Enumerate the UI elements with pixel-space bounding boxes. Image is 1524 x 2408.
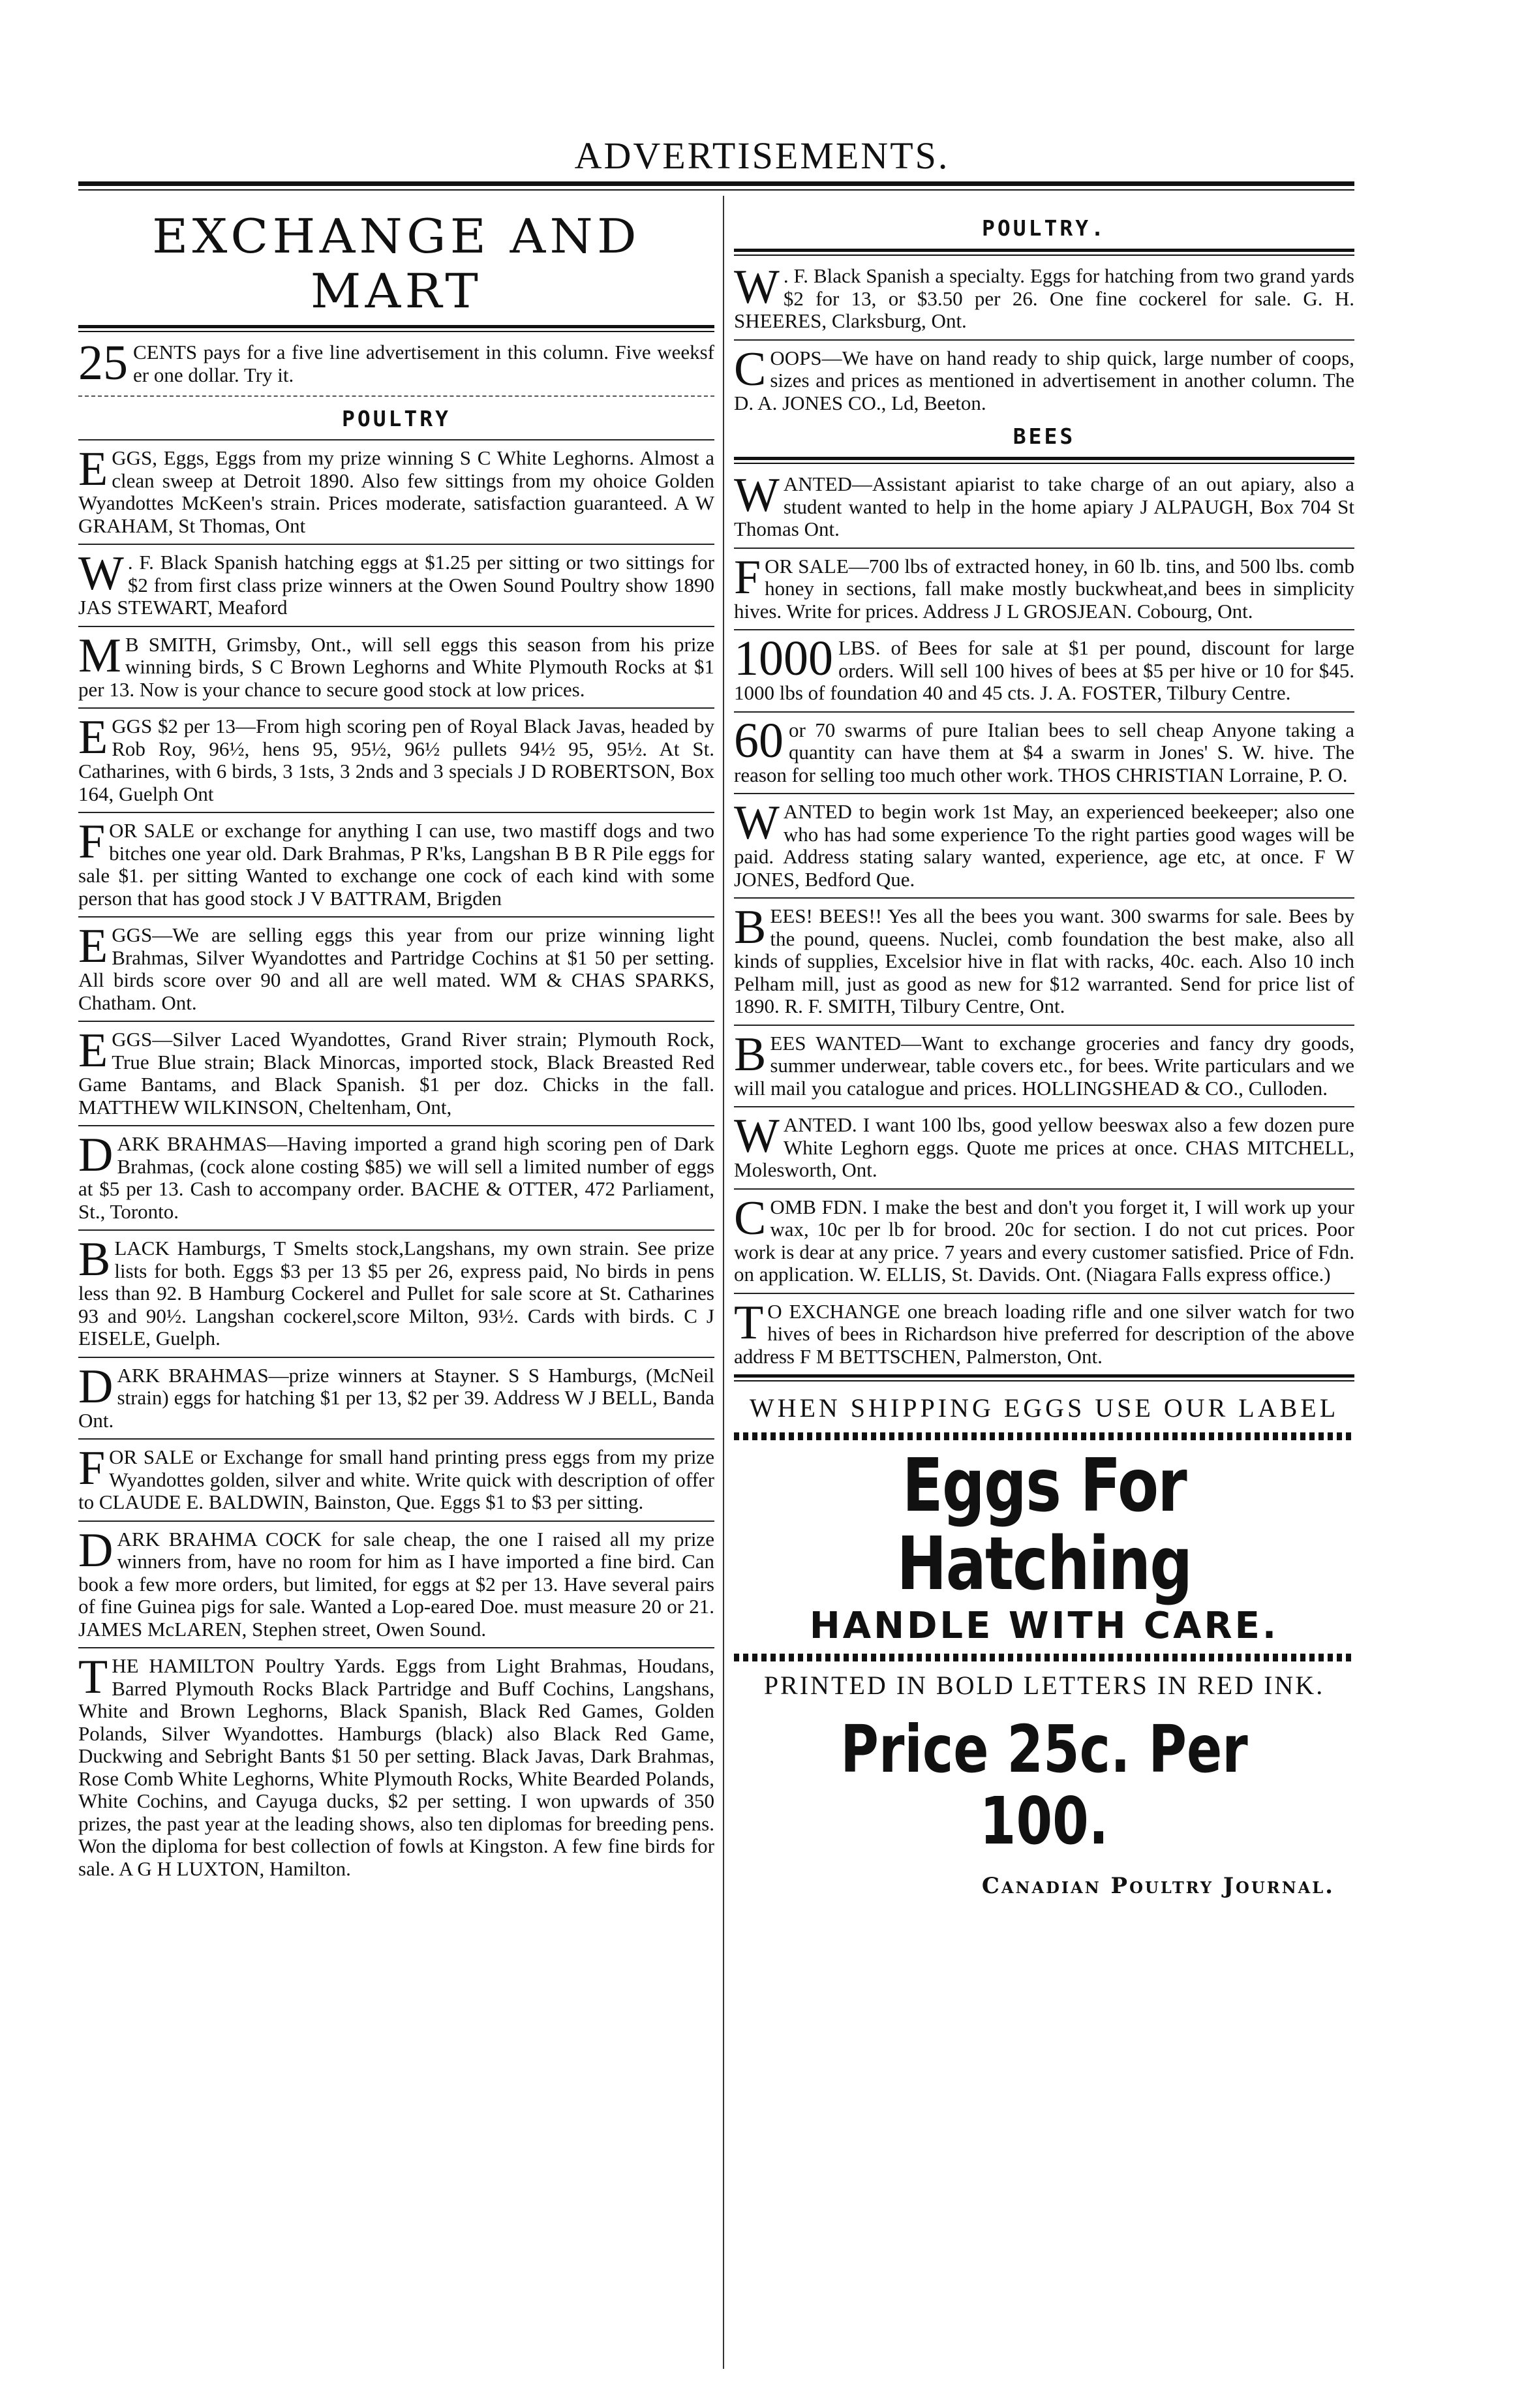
- ad-text: GGS $2 per 13—From high scoring pen of Royal Black Javas, headed by Rob Roy, 96½, hens 95, 95½, 96½ pullets 94½ 95, 95½. At St. Catharines, with 6 birds, 3 1sts, 3 2nds and 3 specials J D ROBERTSON, Box 164, Guelph Ont: [78, 715, 714, 805]
- classified-ad: [734, 901, 1354, 1018]
- ad-initial: F: [78, 1442, 106, 1495]
- price-text: Price 25c. Per 100.: [840, 1711, 1248, 1859]
- ad-divider: [734, 548, 1354, 549]
- ad-divider: [734, 339, 1354, 341]
- right-poultry-heading: POULTRY.: [982, 215, 1106, 241]
- ad-divider: [78, 916, 714, 918]
- ad-text: ARK BRAHMAS—prize winners at Stayner. S S Hamburgs, (McNeil strain) eggs for hatching $1 per 13, $2 per 39. Address W J BELL, Banda Ont.: [78, 1363, 714, 1432]
- section-rule: [734, 457, 1354, 464]
- page-title: ADVERTISEMENTS.: [574, 134, 950, 177]
- intro-number: 25: [78, 335, 128, 390]
- classified-ad: [734, 342, 1354, 415]
- ad-text: or 70 swarms of pure Italian bees to sell cheap Anyone taking a quantity can have them at $4 a swarm in Jones' S. W. hive. The reason for selling too much other work. THOS CHRISTIAN Lorraine, P. O.: [734, 718, 1354, 786]
- right-column: [734, 196, 1354, 2388]
- bees-heading: BEES: [1013, 424, 1076, 449]
- ad-initial: E: [78, 442, 108, 496]
- ad-text: GGS, Eggs, Eggs from my prize winning S C White Leghorns. Almost a clean sweep at Detroit 1890. Also few sittings from my ohoice Golden Wyandottes McKeen's strain. Prices moderate, satisfaction guaranteed. A W GRAHAM, St Thomas, Ont: [78, 446, 714, 537]
- classified-ad: [734, 469, 1354, 541]
- ad-initial: E: [78, 1024, 108, 1077]
- ad-text: ANTED—Assistant apiarist to take charge of an out apiary, also a student wanted to help in the home apiary J ALPAUGH, Box 704 St Thomas Ont.: [734, 472, 1354, 540]
- bees-ad-list: [734, 469, 1354, 1368]
- ad-initial: D: [78, 1359, 114, 1413]
- ad-initial: D: [78, 1523, 114, 1577]
- ad-text: OOPS—We have on hand ready to ship quick, large number of coops, sizes and prices as mentioned in advertisement in another column. The D. A. JONES CO., Ld, Beeton.: [734, 346, 1354, 414]
- classified-ad: [734, 550, 1354, 623]
- ad-initial: B: [734, 901, 767, 954]
- ad-initial: W: [734, 796, 780, 850]
- ad-initial: C: [734, 342, 767, 396]
- ad-initial: 60: [734, 713, 784, 768]
- left-ad-list: [78, 442, 714, 1880]
- ad-initial: 1000: [734, 631, 833, 686]
- classified-ad: [734, 713, 1354, 787]
- ad-divider: [78, 544, 714, 545]
- classified-ad: [734, 796, 1354, 891]
- ad-text: ANTED to begin work 1st May, an experienced beekeeper; also one who has had some experience To the right parties good wages will be paid. Address stating salary wanted, experience, age etc, at once. F W JONES, Bedford Que.: [734, 800, 1354, 891]
- classified-ad: [78, 1442, 714, 1514]
- section-rule: [78, 325, 714, 332]
- ad-initial: T: [734, 1295, 764, 1350]
- divider: [78, 395, 714, 397]
- label-subtitle: HANDLE WITH CARE.: [809, 1605, 1279, 1647]
- ad-divider: [734, 1188, 1354, 1190]
- shipping-text: WHEN SHIPPING EGGS USE OUR LABEL: [749, 1393, 1339, 1423]
- ad-initial: B: [734, 1027, 767, 1081]
- classified-ad: [78, 711, 714, 805]
- ad-text: OR SALE or exchange for anything I can use, two mastiff dogs and two bitches one year old. Dark Brahmas, P R'ks, Langshan B B R Pile eggs for sale $1. per sitting Wanted to exchange one cock of each kind with some person that has good stock J V BATTRAM, Brigden: [78, 819, 714, 910]
- ad-divider: [734, 1106, 1354, 1107]
- classified-ad: [78, 1359, 714, 1432]
- ad-text: LACK Hamburgs, T Smelts stock,Langshans, my own strain. See prize lists for both. Eggs $3 per 13 $5 per 26, express paid, No birds in pens less than 92. B Hamburg Cockerel and Pullet for sale score at St. Catharines 93 and 90½. Langshan cockerel,score Milton, 93½. Cards with birds. C J EISELE, Guelph.: [78, 1237, 714, 1350]
- column-divider: [723, 196, 724, 2369]
- classified-ad: [734, 1295, 1354, 1368]
- ad-text: OR SALE or Exchange for small hand printing press eggs from my prize Wyandottes golden, silver and white. Write quick with description of offer to CLAUDE E. BALDWIN, Bainston, Que. Eggs $1 to $3 per sitting.: [78, 1445, 714, 1513]
- section-rule: [734, 249, 1354, 256]
- left-poultry-heading: POULTRY: [341, 406, 451, 431]
- ad-initial: T: [78, 1650, 108, 1704]
- section-rule: [734, 1374, 1354, 1382]
- classified-ad: [78, 628, 714, 702]
- classified-ad: [78, 1523, 714, 1641]
- classified-ad: [734, 1191, 1354, 1286]
- ad-divider: [734, 1293, 1354, 1294]
- ornamental-border: [734, 1654, 1354, 1661]
- ad-divider: [734, 897, 1354, 899]
- ad-text: ARK BRAHMA COCK for sale cheap, the one I raised all my prize winners from, have no room for him as I have imported a fine bird. Can book a few more orders, but limited, for eggs at $2 per 13. Have several pairs of fine Guinea pigs for sale. Wanted a Lop-eared Doe. must measure 20 or 21. JAMES McLAREN, Stephen street, Owen Sound.: [78, 1527, 714, 1641]
- classified-ad: [78, 815, 714, 910]
- journal-name: Canadian Poultry Journal.: [981, 1873, 1335, 1899]
- ad-divider: [78, 1438, 714, 1440]
- ad-divider: [78, 1520, 714, 1522]
- ad-divider: [78, 1357, 714, 1358]
- ad-divider: [734, 711, 1354, 713]
- label-title: Eggs For Hatching: [896, 1443, 1192, 1607]
- ad-initial: W: [78, 547, 124, 600]
- ad-initial: W: [734, 260, 780, 314]
- classified-ad: [734, 1027, 1354, 1100]
- header-rule: [78, 181, 1354, 191]
- ad-divider: [78, 1647, 714, 1648]
- ad-initial: D: [78, 1128, 114, 1182]
- ad-text: OR SALE—700 lbs of extracted honey, in 60 lb. tins, and 500 lbs. comb honey in sections, fall make mostly buckwheat,and bees in simplicity hives. Write for prices. Address J L GROSJEAN. Cobourg, Ont.: [734, 554, 1354, 623]
- classified-ad: [78, 1650, 714, 1880]
- ad-text: ARK BRAHMAS—Having imported a grand high scoring pen of Dark Brahmas, (cock alone costing $85) we will sell a limited number of eggs at $5 per 13. Cash to accompany order. BACHE & OTTER, 472 Parliament, St., Toronto.: [78, 1132, 714, 1223]
- ad-initial: E: [78, 919, 108, 973]
- ad-initial: B: [78, 1233, 111, 1286]
- ad-text: GGS—Silver Laced Wyandottes, Grand River strain; Plymouth Rock, True Blue strain; Black Minorcas, imported stock, Black Breasted Red Game Bantams, and Black Spanish. $1 per doz. Chicks in the fall. MATTHEW WILKINSON, Cheltenham, Ont,: [78, 1028, 714, 1119]
- ad-initial: M: [78, 628, 121, 683]
- ad-initial: F: [78, 815, 106, 869]
- left-column: [78, 196, 714, 2388]
- right-poultry-ad-list: [734, 260, 1354, 414]
- ad-text: LBS. of Bees for sale at $1 per pound, discount for large orders. Will sell 100 hives of bees at $5 per hive or 10 for $45. 1000 lbs of foundation 40 and 45 cts. J. A. FOSTER, Tilbury Centre.: [734, 636, 1354, 704]
- ad-divider: [734, 629, 1354, 630]
- ad-text: EES! BEES!! Yes all the bees you want. 300 swarms for sale. Bees by the pound, queens. Nuclei, comb foundation the best make, also all kinds of supplies, Excelsior hive in flat with racks, 40c. each. Also 10 inch Pelham mill, just as good as new for $12 warranted. Send for price list of 1890. R. F. SMITH, Tilbury Centre, Ont.: [734, 904, 1354, 1017]
- printed-text: PRINTED IN BOLD LETTERS IN RED INK.: [763, 1671, 1325, 1700]
- label-advertisement: [734, 1393, 1354, 1899]
- ad-divider: [78, 626, 714, 627]
- classified-ad: [78, 919, 714, 1014]
- ornamental-border: [734, 1432, 1354, 1440]
- ad-text: GGS—We are selling eggs this year from our prize winning light Brahmas, Silver Wyandottes and Partridge Cochins at $1 50 per setting. All birds score over 90 and all are well mated. WM & CHAS SPARKS, Chatham. Ont.: [78, 923, 714, 1014]
- ad-divider: [78, 1229, 714, 1231]
- ad-text: OMB FDN. I make the best and don't you forget it, I will work up your wax, 10c per lb for brood. 20c for section. I do not cut prices. Poor work is dear at any price. 7 years and every customer satisfied. Price of Fdn. on application. W. ELLIS, St. Davids. Ont. (Niagara Falls express office.): [734, 1195, 1354, 1286]
- ad-text: ANTED. I want 100 lbs, good yellow beeswax also a few dozen pure White Leghorn eggs. Quote me prices at once. CHAS MITCHELL, Molesworth, Ont.: [734, 1113, 1354, 1181]
- ad-initial: C: [734, 1191, 767, 1245]
- classified-ad: [734, 1109, 1354, 1182]
- ad-initial: W: [734, 469, 780, 522]
- ad-divider: [78, 707, 714, 709]
- ad-divider: [78, 1021, 714, 1022]
- ad-text: O EXCHANGE one breach loading rifle and one silver watch for two hives of bees in Richardson hive preferred for description of the above address F M BETTSCHEN, Palmerston, Ont.: [734, 1299, 1354, 1368]
- classified-ad: [734, 631, 1354, 705]
- classified-ad: [78, 1233, 714, 1350]
- intro-text: CENTS pays for a five line advertisement in this column. Five weeksf er one dollar. Try it.: [133, 341, 714, 386]
- exchange-heading: EXCHANGE AND MART: [152, 209, 641, 318]
- ad-divider: [734, 793, 1354, 794]
- exchange-intro: [78, 335, 714, 390]
- classified-ad: [78, 1024, 714, 1119]
- ad-initial: F: [734, 550, 761, 604]
- ad-initial: W: [734, 1109, 780, 1163]
- classified-ad: [78, 1128, 714, 1223]
- ad-initial: E: [78, 711, 108, 764]
- ad-divider: [78, 1125, 714, 1126]
- ad-text: HE HAMILTON Poultry Yards. Eggs from Light Brahmas, Houdans, Barred Plymouth Rocks Black Partridge and Buff Cochins, Langshans, White and Brown Leghorns, Black Spanish, Black Red Games, Golden Polands, Silver Wyandottes. Hamburgs (black) also Black Red Game, Duckwing and Sebright Bants $1 50 per setting. Black Javas, Dark Brahmas, Rose Comb White Leghorns, White Plymouth Rocks, White Bearded Polands, White Cochins, and Cayuga ducks, $2 per setting. I won upwards of 350 prizes, the past year at the leading shows, also ten diplomas for breeding pens. Won the diploma for best collection of fowls at Kingston. A few fine birds for sale. A G H LUXTON, Hamilton.: [78, 1654, 714, 1880]
- ad-text: . F. Black Spanish hatching eggs at $1.25 per sitting or two sittings for $2 from first class prize winners at the Owen Sound Poultry show 1890 JAS STEWART, Meaford: [78, 551, 714, 619]
- classified-ad: [78, 442, 714, 537]
- ad-divider: [78, 812, 714, 813]
- classified-ad: [78, 547, 714, 619]
- ad-text: EES WANTED—Want to exchange groceries and fancy dry goods, summer underwear, table covers etc., for bees. Write particulars and we will mail you catalogue and prices. HOLLINGSHEAD & CO., Culloden.: [734, 1031, 1354, 1100]
- divider: [78, 439, 714, 440]
- ad-text: B SMITH, Grimsby, Ont., will sell eggs this season from his prize winning birds, S C Brown Leghorns and White Plymouth Rocks at $1 per 13. Now is your chance to secure good stock at low prices.: [78, 632, 714, 701]
- ad-text: . F. Black Spanish a specialty. Eggs for hatching from two grand yards $2 for 13, or $3.50 per 26. One fine cockerel for sale. G. H. SHEERES, Clarksburg, Ont.: [734, 264, 1354, 332]
- ad-divider: [734, 1025, 1354, 1026]
- classified-ad: [734, 260, 1354, 333]
